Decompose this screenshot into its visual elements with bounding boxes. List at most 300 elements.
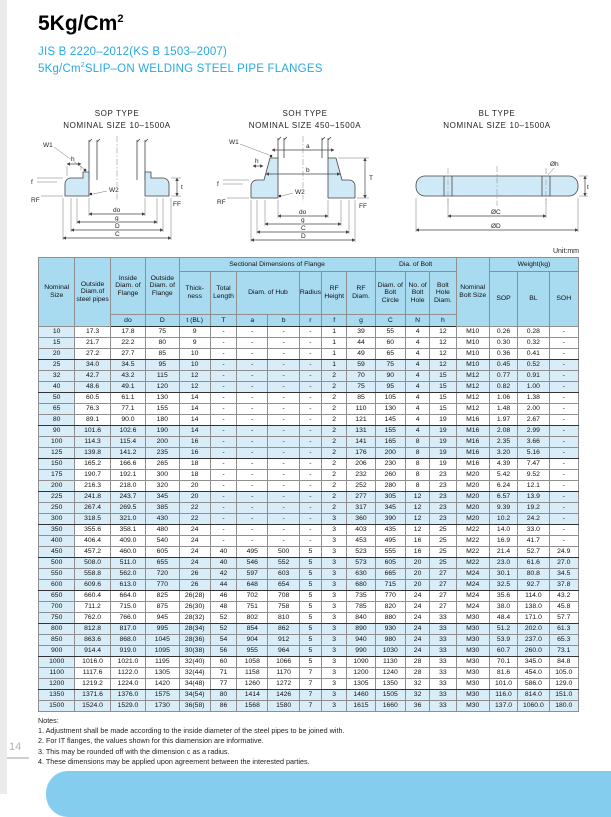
- value-cell: 75: [146, 327, 179, 338]
- table-row: [39, 470, 579, 481]
- value-cell: 28(34): [179, 624, 210, 635]
- nominal-size-cell: 1350: [39, 690, 75, 701]
- value-cell: 105: [375, 393, 405, 404]
- value-cell: M10: [456, 360, 489, 371]
- value-cell: 26(28): [179, 591, 210, 602]
- value-cell: 145: [375, 415, 405, 426]
- table-row: [39, 481, 579, 492]
- value-cell: 1: [322, 349, 347, 360]
- value-cell: 5.42: [489, 470, 517, 481]
- value-cell: 131: [347, 426, 375, 437]
- table-row: [39, 701, 579, 712]
- value-cell: 680: [347, 580, 375, 591]
- value-cell: 21.7: [75, 338, 110, 349]
- table-row: [39, 602, 579, 613]
- value-cell: 55: [375, 327, 405, 338]
- value-cell: 61.6: [518, 558, 549, 569]
- value-cell: 955: [237, 646, 268, 657]
- value-cell: 116.0: [489, 690, 517, 701]
- value-cell: 80: [210, 690, 236, 701]
- value-cell: 14: [179, 393, 210, 404]
- value-cell: 597: [237, 569, 268, 580]
- value-cell: 15: [430, 393, 456, 404]
- value-cell: 23: [430, 481, 456, 492]
- value-cell: 216.3: [75, 481, 110, 492]
- value-cell: 8: [405, 448, 429, 459]
- value-cell: 1158: [237, 668, 268, 679]
- value-cell: 1045: [146, 635, 179, 646]
- value-cell: 27: [430, 569, 456, 580]
- value-cell: 101.0: [489, 679, 517, 690]
- value-cell: 770: [375, 591, 405, 602]
- svg-text:RF: RF: [217, 199, 226, 206]
- value-cell: 1170: [268, 668, 299, 679]
- nominal-size-cell: 550: [39, 569, 75, 580]
- value-cell: -: [268, 338, 299, 349]
- value-cell: 90.0: [110, 415, 145, 426]
- note-item: 3. This may be rounded off with the dimension c as a radius.: [38, 746, 230, 756]
- value-cell: 648: [237, 580, 268, 591]
- value-cell: M22: [456, 547, 489, 558]
- value-cell: 1066: [268, 657, 299, 668]
- value-cell: 7: [299, 679, 321, 690]
- value-cell: 930: [375, 624, 405, 635]
- value-cell: -: [268, 349, 299, 360]
- value-cell: 4: [405, 382, 429, 393]
- value-cell: 19: [430, 459, 456, 470]
- svg-text:ØD: ØD: [491, 223, 501, 230]
- diagram-soh: [210, 108, 400, 246]
- value-cell: 0.28: [518, 327, 549, 338]
- value-cell: 90: [375, 371, 405, 382]
- value-cell: 260: [375, 470, 405, 481]
- value-cell: -: [299, 525, 321, 536]
- value-cell: 33: [430, 613, 456, 624]
- notes-list: [38, 726, 344, 767]
- table-row: [39, 646, 579, 657]
- nominal-size-cell: 90: [39, 426, 75, 437]
- value-cell: 720: [146, 569, 179, 580]
- value-cell: -: [268, 470, 299, 481]
- svg-text:W2: W2: [295, 189, 305, 196]
- value-cell: 2: [322, 503, 347, 514]
- value-cell: 85: [146, 349, 179, 360]
- value-cell: M20: [456, 492, 489, 503]
- value-cell: 603: [268, 569, 299, 580]
- table-row: [39, 327, 579, 338]
- value-cell: -: [210, 382, 236, 393]
- value-cell: 1575: [146, 690, 179, 701]
- value-cell: -: [549, 525, 578, 536]
- sop-drawing-icon: [27, 136, 207, 246]
- value-cell: -: [268, 536, 299, 547]
- table-row: [39, 580, 579, 591]
- svg-text:W2: W2: [109, 187, 119, 194]
- value-cell: 40: [210, 547, 236, 558]
- value-cell: 5: [299, 613, 321, 624]
- flange-dimension-table: [38, 257, 579, 712]
- value-cell: -: [299, 492, 321, 503]
- value-cell: 3: [322, 657, 347, 668]
- value-cell: 38.0: [489, 602, 517, 613]
- value-cell: -: [549, 415, 578, 426]
- value-cell: 137.0: [489, 701, 517, 712]
- value-cell: 206: [347, 459, 375, 470]
- value-cell: 2.08: [489, 426, 517, 437]
- nominal-size-cell: 200: [39, 481, 75, 492]
- value-cell: 385: [146, 503, 179, 514]
- standard-reference: JIS B 2220–2012(KS B 1503–2007): [38, 46, 228, 58]
- value-cell: 345: [375, 503, 405, 514]
- value-cell: M10: [456, 338, 489, 349]
- value-cell: 1122.0: [110, 668, 145, 679]
- svg-text:C: C: [301, 225, 306, 232]
- value-cell: 32: [405, 679, 429, 690]
- value-cell: 1195: [146, 657, 179, 668]
- value-cell: M30: [456, 646, 489, 657]
- value-cell: 702: [237, 591, 268, 602]
- value-cell: -: [210, 525, 236, 536]
- value-cell: 2: [322, 415, 347, 426]
- value-cell: 36(58): [179, 701, 210, 712]
- value-cell: 51.2: [489, 624, 517, 635]
- table-row: [39, 591, 579, 602]
- value-cell: 4: [405, 338, 429, 349]
- value-cell: 9: [179, 338, 210, 349]
- nominal-size-cell: 300: [39, 514, 75, 525]
- value-cell: 2: [322, 382, 347, 393]
- value-cell: 130: [146, 393, 179, 404]
- value-cell: 3: [322, 536, 347, 547]
- value-cell: 26: [179, 580, 210, 591]
- value-cell: 2: [322, 459, 347, 470]
- nominal-size-cell: 32: [39, 371, 75, 382]
- value-cell: 990: [347, 646, 375, 657]
- value-cell: 345.0: [518, 657, 549, 668]
- value-cell: 2: [322, 437, 347, 448]
- value-cell: 4: [405, 393, 429, 404]
- col-weight-soh: SOH: [549, 272, 578, 327]
- value-cell: -: [268, 404, 299, 415]
- value-cell: -: [549, 338, 578, 349]
- nominal-size-cell: 40: [39, 382, 75, 393]
- value-cell: -: [549, 514, 578, 525]
- value-cell: 101.6: [75, 426, 110, 437]
- table-row: [39, 613, 579, 624]
- value-cell: 33: [430, 690, 456, 701]
- col-od-flange: Outside Diam. of Flange: [146, 258, 179, 315]
- value-cell: 0.32: [518, 338, 549, 349]
- svg-text:g: g: [115, 215, 119, 222]
- value-cell: -: [237, 327, 268, 338]
- value-cell: -: [549, 536, 578, 547]
- value-cell: 880: [375, 613, 405, 624]
- nominal-size-cell: 450: [39, 547, 75, 558]
- value-cell: 61.3: [549, 624, 578, 635]
- table-row: [39, 338, 579, 349]
- value-cell: -: [268, 393, 299, 404]
- value-cell: 84.8: [549, 657, 578, 668]
- value-cell: 4: [405, 349, 429, 360]
- value-cell: 48.6: [75, 382, 110, 393]
- value-cell: 8: [405, 481, 429, 492]
- value-cell: 10.2: [489, 514, 517, 525]
- value-cell: 28: [405, 657, 429, 668]
- value-cell: -: [299, 415, 321, 426]
- value-cell: 77.1: [110, 404, 145, 415]
- value-cell: 95: [375, 382, 405, 393]
- value-cell: 0.52: [518, 360, 549, 371]
- value-cell: 8: [405, 459, 429, 470]
- value-cell: 555: [375, 547, 405, 558]
- diagram-bl-title: BL TYPE: [478, 109, 516, 118]
- value-cell: 390: [375, 514, 405, 525]
- value-cell: 5: [299, 646, 321, 657]
- value-cell: -: [299, 382, 321, 393]
- value-cell: 28(32): [179, 613, 210, 624]
- value-cell: M30: [456, 701, 489, 712]
- value-cell: 35.6: [489, 591, 517, 602]
- value-cell: 495: [375, 536, 405, 547]
- table-row: [39, 635, 579, 646]
- value-cell: 155: [146, 404, 179, 415]
- value-cell: 16: [179, 448, 210, 459]
- value-cell: 1660: [375, 701, 405, 712]
- value-cell: 46: [210, 591, 236, 602]
- value-cell: 33: [430, 657, 456, 668]
- value-cell: 24.2: [518, 514, 549, 525]
- value-cell: 9: [179, 327, 210, 338]
- col-radius: Radius: [299, 272, 321, 315]
- value-cell: -: [549, 393, 578, 404]
- value-cell: 5: [299, 657, 321, 668]
- page-number: 14: [9, 741, 22, 753]
- col-bolt-circle: Diam. of Bolt Circle: [375, 272, 405, 315]
- sub-header-N: N: [405, 315, 429, 327]
- value-cell: 32.5: [489, 580, 517, 591]
- value-cell: 32(44): [179, 668, 210, 679]
- svg-text:C: C: [115, 231, 120, 238]
- value-cell: 37.8: [549, 580, 578, 591]
- value-cell: 762.0: [75, 613, 110, 624]
- value-cell: -: [210, 481, 236, 492]
- value-cell: 52.7: [518, 547, 549, 558]
- value-cell: 12: [179, 371, 210, 382]
- value-cell: 120: [146, 382, 179, 393]
- bl-drawing-icon: [402, 136, 592, 246]
- value-cell: 23: [430, 492, 456, 503]
- value-cell: 914.4: [75, 646, 110, 657]
- value-cell: 15: [430, 404, 456, 415]
- svg-text:FF: FF: [173, 201, 181, 208]
- value-cell: 218.0: [110, 481, 145, 492]
- value-cell: 129.0: [549, 679, 578, 690]
- value-cell: 12: [405, 492, 429, 503]
- value-cell: 54: [210, 635, 236, 646]
- footer-bar: [46, 771, 611, 817]
- value-cell: 65: [375, 349, 405, 360]
- value-cell: 3: [322, 591, 347, 602]
- value-cell: 10: [179, 360, 210, 371]
- value-cell: 2.00: [518, 404, 549, 415]
- sub-header-D: D: [146, 315, 179, 327]
- value-cell: M10: [456, 349, 489, 360]
- value-cell: 24: [179, 536, 210, 547]
- value-cell: 52: [210, 613, 236, 624]
- value-cell: 1.00: [518, 382, 549, 393]
- value-cell: M20: [456, 503, 489, 514]
- value-cell: 1260: [237, 679, 268, 690]
- value-cell: 3: [322, 514, 347, 525]
- value-cell: 4: [405, 426, 429, 437]
- nominal-size-cell: 750: [39, 613, 75, 624]
- table-row: [39, 536, 579, 547]
- value-cell: 25: [430, 525, 456, 536]
- table-row: [39, 690, 579, 701]
- value-cell: 890: [347, 624, 375, 635]
- value-cell: 105.0: [549, 668, 578, 679]
- value-cell: -: [210, 470, 236, 481]
- svg-text:t: t: [587, 184, 589, 191]
- value-cell: 0.30: [489, 338, 517, 349]
- value-cell: 1058: [237, 657, 268, 668]
- value-cell: 3: [322, 701, 347, 712]
- nominal-size-cell: 100: [39, 437, 75, 448]
- value-cell: -: [210, 393, 236, 404]
- value-cell: 12: [430, 349, 456, 360]
- value-cell: M12: [456, 404, 489, 415]
- value-cell: -: [237, 525, 268, 536]
- note-item: 4. These dimensions may be applied upon agreement between the interested parties.: [38, 756, 310, 766]
- value-cell: 573: [347, 558, 375, 569]
- value-cell: 15: [430, 371, 456, 382]
- table-row: [39, 349, 579, 360]
- value-cell: 964: [268, 646, 299, 657]
- nominal-size-cell: 500: [39, 558, 75, 569]
- value-cell: 0.77: [489, 371, 517, 382]
- value-cell: 6.24: [489, 481, 517, 492]
- value-cell: 241.8: [75, 492, 110, 503]
- value-cell: 21.4: [489, 547, 517, 558]
- value-cell: 20: [405, 569, 429, 580]
- value-cell: -: [299, 448, 321, 459]
- value-cell: 141.2: [110, 448, 145, 459]
- value-cell: 24: [179, 558, 210, 569]
- value-cell: 3: [322, 690, 347, 701]
- value-cell: 24: [179, 525, 210, 536]
- value-cell: 1: [322, 338, 347, 349]
- value-cell: 44: [347, 338, 375, 349]
- value-cell: 27.7: [110, 349, 145, 360]
- value-cell: 176: [347, 448, 375, 459]
- value-cell: 2: [322, 426, 347, 437]
- nominal-size-cell: 80: [39, 415, 75, 426]
- value-cell: -: [237, 536, 268, 547]
- value-cell: 660.4: [75, 591, 110, 602]
- value-cell: 25: [430, 536, 456, 547]
- diagram-sop: [26, 108, 208, 246]
- value-cell: 73.1: [549, 646, 578, 657]
- diagram-bl-subtitle: NOMINAL SIZE 10–1500A: [443, 121, 551, 130]
- value-cell: 16: [405, 536, 429, 547]
- value-cell: 60.5: [75, 393, 110, 404]
- value-cell: 24: [405, 613, 429, 624]
- value-cell: -: [268, 382, 299, 393]
- value-cell: 751: [237, 602, 268, 613]
- value-cell: 320: [146, 481, 179, 492]
- table-row: [39, 657, 579, 668]
- value-cell: -: [237, 338, 268, 349]
- value-cell: 60: [210, 657, 236, 668]
- value-cell: 8: [405, 437, 429, 448]
- nominal-size-cell: 1500: [39, 701, 75, 712]
- value-cell: 165.2: [75, 459, 110, 470]
- value-cell: 34(54): [179, 690, 210, 701]
- value-cell: 758: [268, 602, 299, 613]
- value-cell: 360: [347, 514, 375, 525]
- value-cell: -: [299, 327, 321, 338]
- value-cell: 43.2: [549, 591, 578, 602]
- value-cell: 1.38: [518, 393, 549, 404]
- value-cell: 1117.6: [75, 668, 110, 679]
- table-body: [39, 327, 579, 712]
- value-cell: 495: [237, 547, 268, 558]
- value-cell: 0.45: [489, 360, 517, 371]
- value-cell: 48: [210, 602, 236, 613]
- value-cell: 48.4: [489, 613, 517, 624]
- col-bolt-size: Nominal Bolt Size: [456, 258, 489, 327]
- value-cell: 875: [146, 602, 179, 613]
- svg-text:g: g: [301, 217, 305, 224]
- value-cell: 40: [210, 558, 236, 569]
- value-cell: 53.9: [489, 635, 517, 646]
- value-cell: 24.9: [549, 547, 578, 558]
- value-cell: 260.0: [518, 646, 549, 657]
- group-weight: Weight(kg): [489, 258, 578, 272]
- sub-header-g: g: [347, 315, 375, 327]
- value-cell: -: [549, 327, 578, 338]
- table-row: [39, 525, 579, 536]
- value-cell: 102.6: [110, 426, 145, 437]
- value-cell: 180.0: [549, 701, 578, 712]
- value-cell: 75: [375, 360, 405, 371]
- table-row: [39, 558, 579, 569]
- value-cell: 995: [146, 624, 179, 635]
- value-cell: 12: [405, 514, 429, 525]
- value-cell: -: [299, 437, 321, 448]
- value-cell: 28: [405, 668, 429, 679]
- value-cell: M30: [456, 624, 489, 635]
- svg-text:a: a: [306, 143, 310, 150]
- value-cell: 2: [322, 371, 347, 382]
- value-cell: 2.99: [518, 426, 549, 437]
- value-cell: 7: [299, 701, 321, 712]
- value-cell: 2: [322, 448, 347, 459]
- nominal-size-cell: 1200: [39, 679, 75, 690]
- value-cell: 609.6: [75, 580, 110, 591]
- value-cell: 5.16: [518, 448, 549, 459]
- value-cell: 1.48: [489, 404, 517, 415]
- value-cell: -: [299, 426, 321, 437]
- value-cell: 1529.0: [110, 701, 145, 712]
- value-cell: 460.0: [110, 547, 145, 558]
- value-cell: 65.3: [549, 635, 578, 646]
- nominal-size-cell: 20: [39, 349, 75, 360]
- value-cell: 321.0: [110, 514, 145, 525]
- value-cell: 1060.0: [518, 701, 549, 712]
- nominal-size-cell: 175: [39, 470, 75, 481]
- value-cell: 49: [347, 349, 375, 360]
